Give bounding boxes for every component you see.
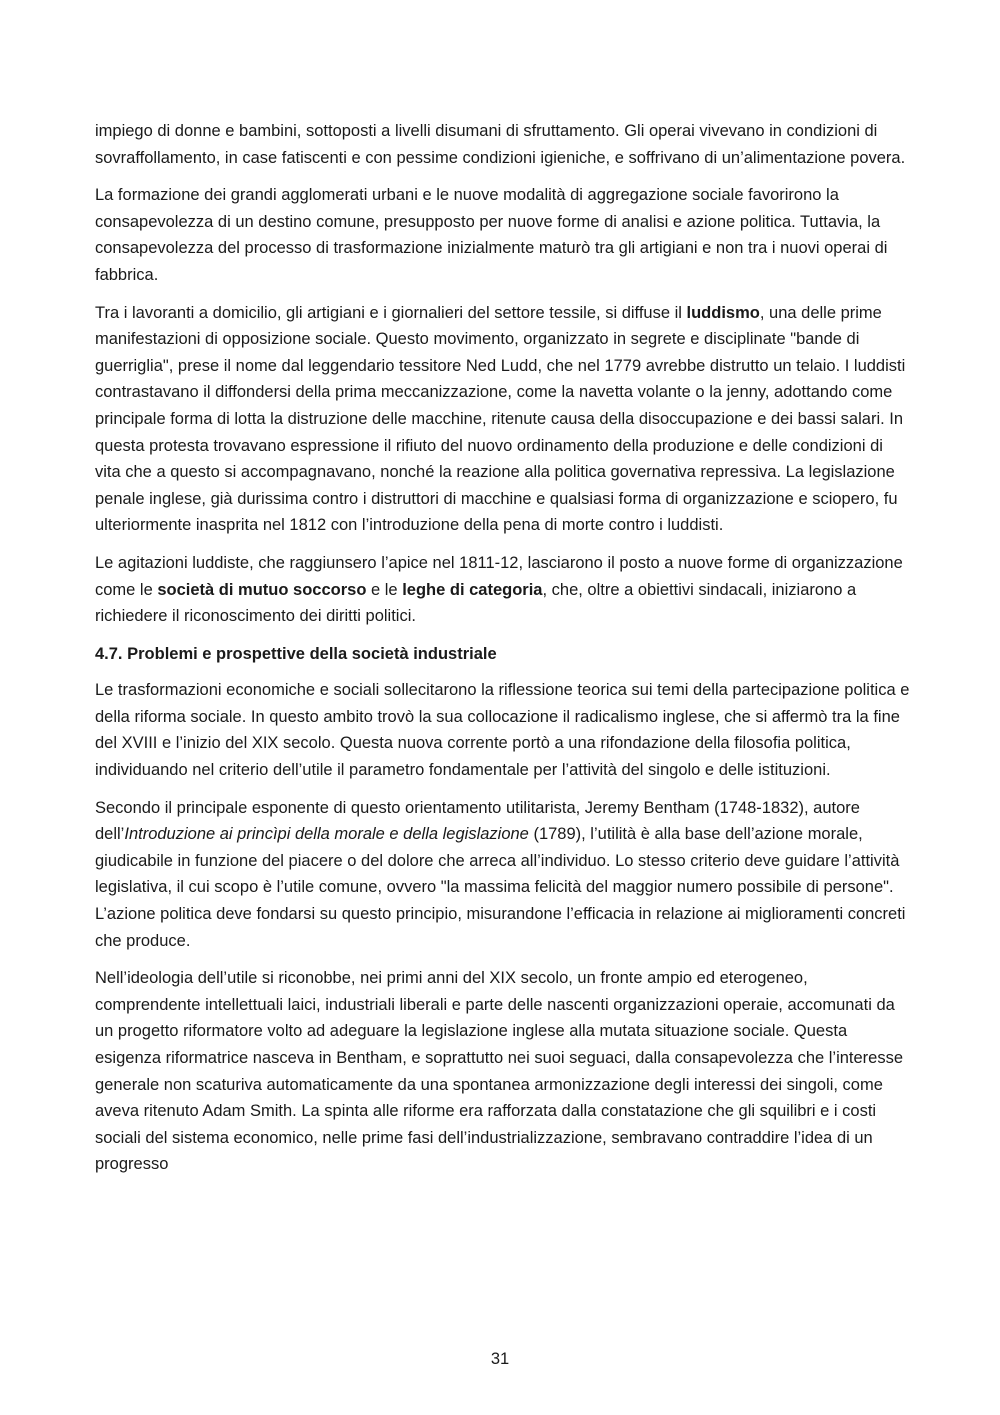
bold-term-mutuo-soccorso: società di mutuo soccorso [157,580,367,599]
bold-term-luddismo: luddismo [686,303,760,322]
paragraph-7: Nell’ideologia dell’utile si riconobbe, nei primi anni del XIX secolo, un fronte ampio ed eterogeneo, comprendente intellettuali laici, industriali liberali e parte delle nascenti organizzazioni operaie, accomunati da un progetto riformatore volto ad adeguare la legislazione inglese alla mutata situazione sociale. Questa esigenza riformatrice nasceva in Bentham, e soprattutto nei suoi seguaci, dalla consapevolezza che l’interesse generale non scaturiva automaticamente da una spontanea armonizzazione degli interessi dei singoli, come aveva ritenuto Adam Smith. La spinta alle riforme era rafforzata dalla constatazione che gli squilibri e i costi sociali del sistema economico, nelle prime fasi dell’industrializzazione, sembravano contraddire l’idea di un progresso [95,969,904,1174]
paragraph-luddismo [95,300,910,539]
text-run: e le [366,580,403,599]
page-number: 31 [490,1350,510,1368]
text-run: , una delle prime manifestazioni di opposizione sociale. Questo movimento, organizzato in segrete e disciplinate "bande di guerriglia", prese il nome dal leggendario tessitore Ned Ludd, che nel 1779 avrebbe distrutto un telaio. I luddisti contrastavano il diffondersi della prima meccanizzazione, come la navetta volante o la jenny, adottando come principale forma di lotta la distruzione delle macchine, ritenute causa della disoccupazione e dei bassi salari. In questa protesta trovavano espressione il rifiuto del nuovo ordinamento della produzione e delle condizioni di vita che a questo si accompagnavano, nonché la reazione alla politica governativa repressiva. La legislazione penale inglese, già durissima contro i distruttori di macchine e qualsiasi forma di organizzazione e sciopero, fu ulteriormente inasprita nel 1812 con l’introduzione della pena di morte contro i luddisti. [95,303,906,535]
paragraph-1: impiego di donne e bambini, sottoposti a livelli disumani di sfruttamento. Gli operai vivevano in condizioni di sovraffollamento, in case fatiscenti e con pessime condizioni igieniche, e soffrivano di un’alimentazione povera. [95,122,906,167]
text-run: Secondo il principale esponente di questo orientamento utilitarista, Jeremy Bentham (1748-1832), autore dell’ [95,798,860,844]
paragraph-agitazioni [95,550,910,630]
paragraph-5: Le trasformazioni economiche e sociali sollecitarono la riflessione teorica sui temi della partecipazione politica e della riforma sociale. In questo ambito trovò la sua collocazione il radicalismo inglese, che si affermò tra la fine del XVIII e l’inizio del XIX secolo. Questa nuova corrente portò a una rifondazione della filosofia politica, individuando nel criterio dell’utile il parametro fondamentale per l’attività del singolo e delle istituzioni. [95,681,910,780]
text-run: (1789), l’utilità è alla base dell’azione morale, giudicabile in funzione del piacere o del dolore che arreca all’individuo. Lo stesso criterio deve guidare l’attività legislativa, il cui scopo è l’utile comune, ovvero "la massima felicità del maggior numero possibile di persone". L’azione politica deve fondarsi su questo principio, misurandone l’efficacia in relazione ai miglioramenti concreti che produce. [95,825,906,950]
italic-book-title: Introduzione ai princìpi della morale e della legislazione [124,825,529,844]
bold-term-leghe: leghe di categoria [402,580,543,599]
section-heading: 4.7. Problemi e prospettive della società industriale [95,644,497,663]
text-run: , che, oltre a obiettivi sindacali, iniziarono a richiedere il riconoscimento dei diritti politici. [95,580,857,626]
text-run: Le agitazioni luddiste, che raggiunsero l’apice nel 1811-12, lasciarono il posto a nuove forme di organizzazione come le [95,553,903,599]
paragraph-2: La formazione dei grandi agglomerati urbani e le nuove modalità di aggregazione sociale favorirono la consapevolezza di un destino comune, presupposto per nuove forme di analisi e azione politica. Tuttavia, la consapevolezza del processo di trasformazione inizialmente maturò tra gli artigiani e non tra i nuovi operai di fabbrica. [95,186,888,284]
page-body [95,118,910,1189]
paragraph-bentham [95,795,910,955]
text-run: Tra i lavoranti a domicilio, gli artigiani e i giornalieri del settore tessile, si diffuse il [95,303,687,322]
